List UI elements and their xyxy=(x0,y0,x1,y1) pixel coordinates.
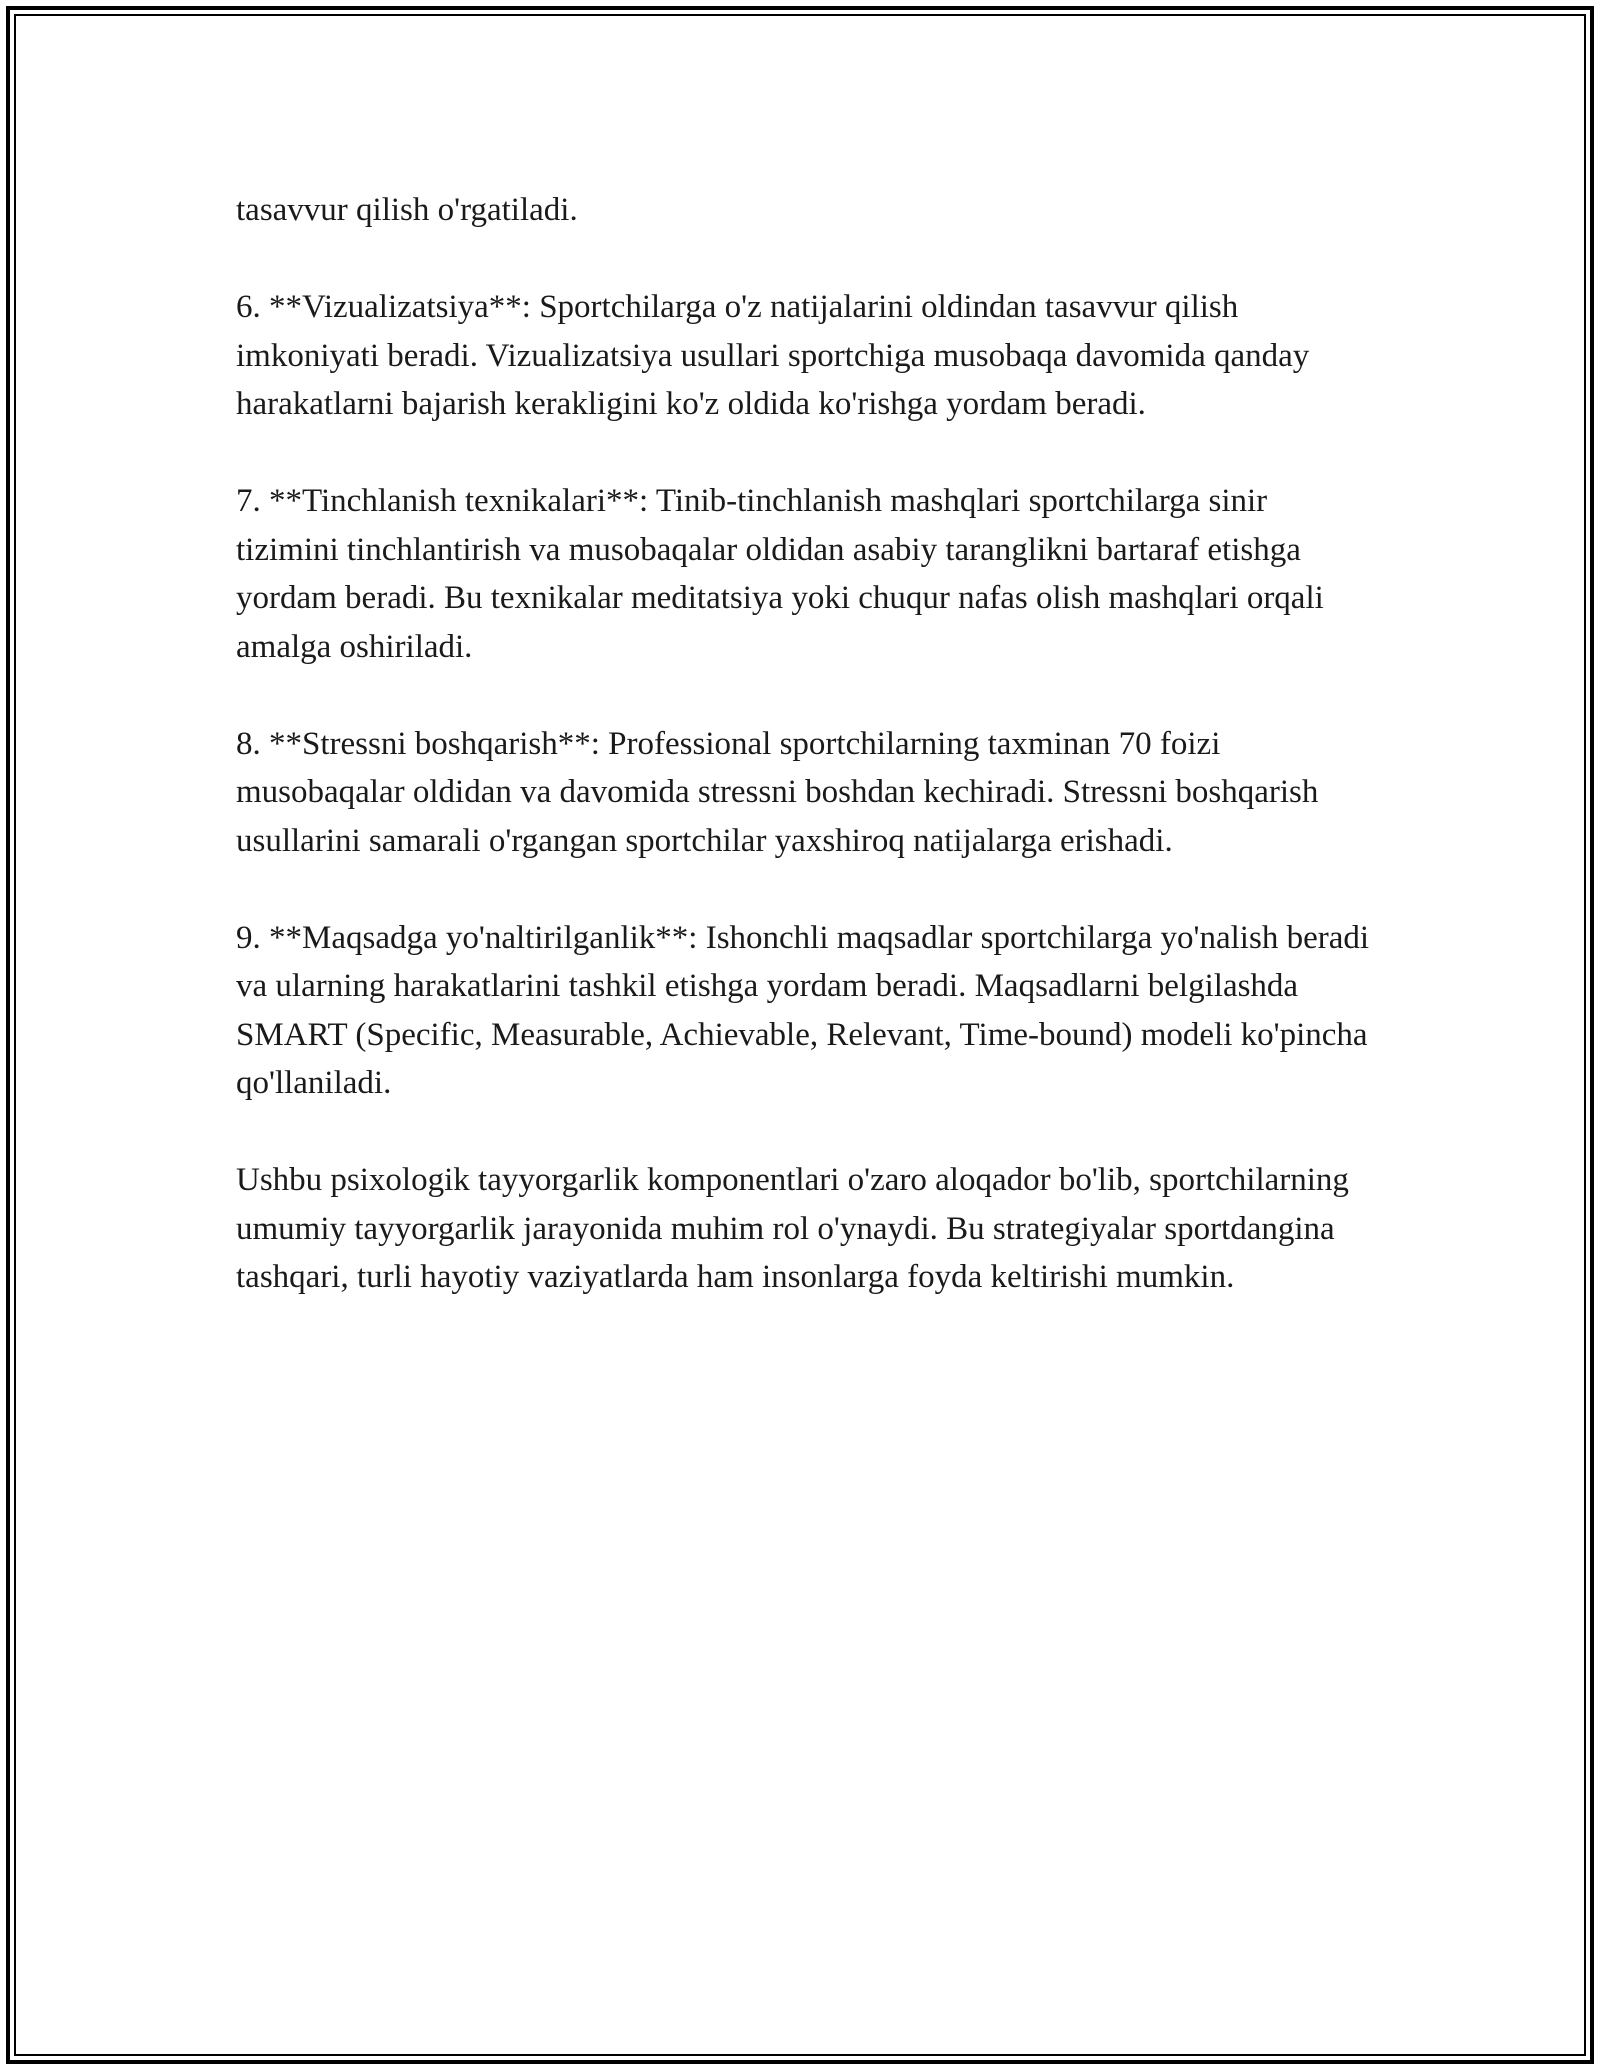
paragraph-relaxation-techniques: 7. **Tinchlanish texnikalari**: Tinib-tinchlanish mashqlari sportchilarga sinir tizimini tinchlantirish va musobaqalar oldidan asabiy taranglikni bartaraf etishga yordam beradi. Bu texnikalar meditatsiya yoki chuqur nafas olish mashqlari orqali amalga oshiriladi. xyxy=(236,483,1324,665)
paragraph-visualization: 6. **Vizualizatsiya**: Sportchilarga o'z natijalarini oldindan tasavvur qilish imkoniyati beradi. Vizualizatsiya usullari sportchiga musobaqa davomida qanday harakatlarni bajarish kerakligini ko'z oldida ko'rishga yordam beradi. xyxy=(236,289,1310,422)
paragraph-goal-orientation: 9. **Maqsadga yo'naltirilganlik**: Ishonchli maqsadlar sportchilarga yo'nalish beradi va ularning harakatlarini tashkil etishga yordam beradi. Maqsadlarni belgilashda SMART (Specific, Measurable, Achievable, Relevant, Time-bound) modeli ko'pincha qo'llaniladi. xyxy=(236,919,1370,1101)
document-body xyxy=(236,186,1376,1350)
paragraph-conclusion: Ushbu psixologik tayyorgarlik komponentlari o'zaro aloqador bo'lib, sportchilarning umumiy tayyorgarlik jarayonida muhim rol o'ynaydi. Bu strategiyalar sportdangina tashqari, turli hayotiy vaziyatlarda ham insonlarga foyda keltirishi mumkin. xyxy=(236,1162,1349,1295)
paragraph-continuation: tasavvur qilish o'rgatiladi. xyxy=(236,192,578,228)
paragraph-stress-management: 8. **Stressni boshqarish**: Professional sportchilarning taxminan 70 foizi musobaqalar oldidan va davomida stressni boshdan kechiradi. Stressni boshqarish usullarini samarali o'rgangan sportchilar yaxshiroq natijalarga erishadi. xyxy=(236,725,1319,859)
